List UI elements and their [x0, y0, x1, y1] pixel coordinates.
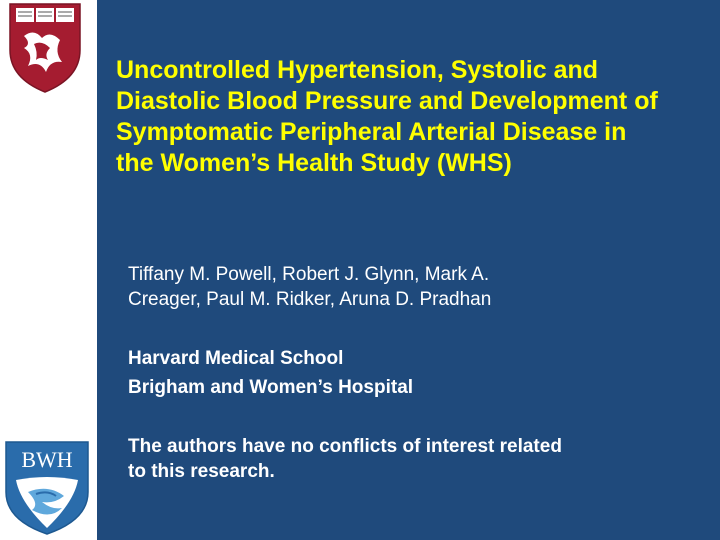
author-list [128, 262, 708, 312]
affiliation-list [128, 344, 708, 402]
harvard-shield-logo [4, 0, 86, 96]
title-line: Symptomatic Peripheral Arterial Disease in [116, 118, 627, 146]
affiliation-item: Harvard Medical School [128, 348, 344, 369]
title-line: the Women’s Health Study (WHS) [116, 149, 512, 177]
author-line: Creager, Paul M. Ridker, Aruna D. Pradhan [128, 289, 492, 310]
disclosure-line: The authors have no conflicts of interest related [128, 436, 562, 457]
bwh-shield-logo [2, 440, 92, 536]
author-line: Tiffany M. Powell, Robert J. Glynn, Mark A. [128, 264, 490, 285]
slide-title [116, 55, 716, 179]
affiliation-item: Brigham and Women’s Hospital [128, 377, 414, 398]
disclosure-line: to this research. [128, 461, 275, 482]
bwh-logo-text: BWH [21, 447, 73, 472]
conflict-disclosure [128, 434, 708, 484]
title-line: Diastolic Blood Pressure and Development of [116, 87, 658, 115]
title-line: Uncontrolled Hypertension, Systolic and [116, 56, 599, 84]
